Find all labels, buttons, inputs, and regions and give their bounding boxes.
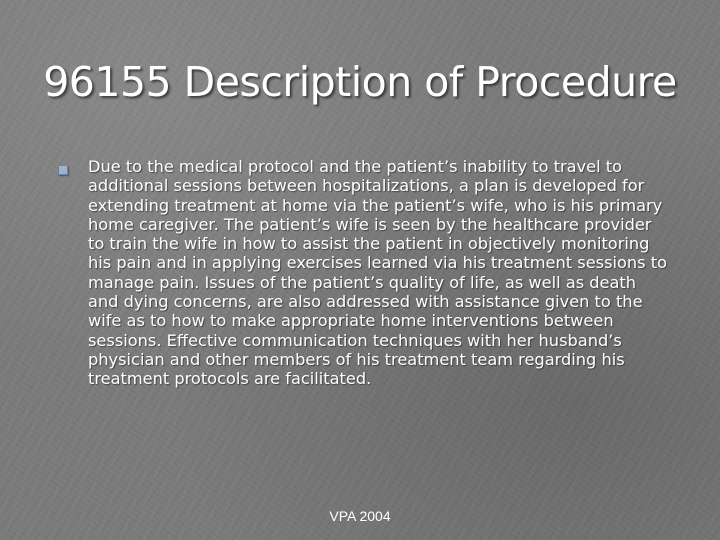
bullet-list bbox=[58, 157, 668, 389]
bullet-item bbox=[58, 157, 668, 389]
slide-footer: VPA 2004 bbox=[329, 508, 391, 524]
slide-title: 96155 Description of Procedure bbox=[43, 58, 677, 106]
square-bullet-icon bbox=[58, 165, 68, 175]
bullet-text: Due to the medical protocol and the patient’s inability to travel to additional sessions between hospitalizations, a plan is developed for extending treatment at home via the patient’s wife, who is his primary home caregiver. The patient’s wife is seen by the healthcare provider to train the wife in how to assist the patient in objectively monitoring his pain and in applying exercises learned via his treatment sessions to manage pain. Issues of the patient’s quality of life, as well as death and dying concerns, are also addressed with assistance given to the wife as to how to make appropriate home interventions between sessions. Effective communication techniques with her husband’s physician and other members of his treatment team regarding his treatment protocols are facilitated. bbox=[88, 157, 668, 389]
